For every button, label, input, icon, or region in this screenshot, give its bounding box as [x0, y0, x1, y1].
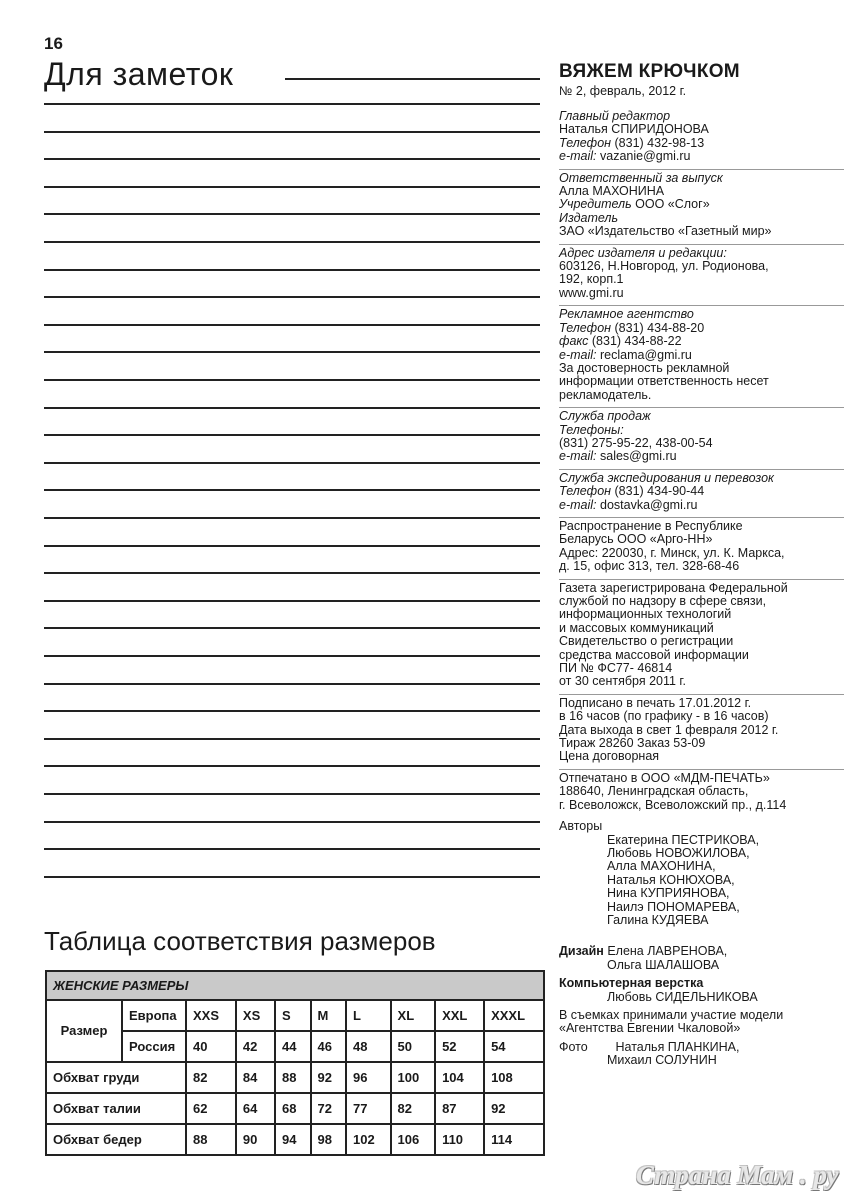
designer-name: Елена ЛАВРЕНОВА, [607, 944, 728, 959]
note-line [44, 876, 540, 878]
masthead-line-value: ООО «Слог» [631, 197, 710, 212]
row-label: Обхват бедер [46, 1124, 186, 1155]
note-line [285, 78, 540, 80]
masthead-line: и массовых коммуникаций [559, 620, 714, 635]
models-block [559, 1009, 844, 1038]
table-cell: 102 [346, 1124, 391, 1155]
masthead-line [559, 349, 844, 362]
masthead-line-label: Учредитель [559, 197, 632, 212]
masthead-line: Ответственный за выпуск [559, 170, 723, 185]
photo-block [559, 1041, 844, 1070]
size-table-header: ЖЕНСКИЕ РАЗМЕРЫ [46, 971, 544, 1000]
note-line [44, 655, 540, 657]
masthead-line-label: e-mail: [559, 347, 597, 362]
note-line [44, 627, 540, 629]
layout-name: Любовь СИДЕЛЬНИКОВА [607, 989, 758, 1004]
table-cell: 108 [484, 1062, 544, 1093]
table-cell: 96 [346, 1062, 391, 1093]
masthead-line-label: факс [559, 334, 589, 349]
masthead-line [559, 499, 844, 512]
masthead-line: Цена договорная [559, 749, 660, 764]
masthead-line: Беларусь ООО «Арго-НН» [559, 532, 713, 547]
design-block [559, 945, 844, 974]
masthead-info [559, 110, 844, 1073]
masthead-line: 192, корп.1 [559, 272, 624, 287]
note-line [44, 407, 540, 409]
masthead-block [559, 694, 844, 766]
table-cell: 92 [484, 1093, 544, 1124]
masthead-line [559, 322, 844, 335]
masthead-line-label: e-mail: [559, 149, 597, 164]
masthead-line: 188640, Ленинградская область, [559, 784, 749, 799]
masthead-line [559, 150, 844, 163]
table-cell: 94 [275, 1124, 311, 1155]
row-label: Обхват талии [46, 1093, 186, 1124]
design-label: Дизайн [559, 944, 604, 959]
masthead-line-label: e-mail: [559, 449, 597, 464]
note-line [44, 131, 540, 133]
note-line [44, 462, 540, 464]
photo-label: Фото [559, 1039, 588, 1054]
note-line [44, 517, 540, 519]
photographer-name: Михаил СОЛУНИН [607, 1053, 717, 1068]
europe-size: S [275, 1000, 311, 1031]
masthead-line: информации ответственность несет [559, 374, 769, 389]
masthead-line: рекламодатель. [559, 387, 652, 402]
masthead-line: Распространение в Республике [559, 518, 743, 533]
masthead-line-value: reclama@gmi.ru [596, 347, 692, 362]
masthead-line: Издатель [559, 210, 619, 225]
masthead-line: ПИ № ФС77- 46814 [559, 661, 673, 676]
masthead-line: Тираж 28260 Заказ 53-09 [559, 736, 706, 751]
models-text: В съемках принимали участие модели [559, 1007, 784, 1022]
note-line [44, 103, 540, 105]
masthead-line-label: Телефон [559, 320, 612, 335]
note-line [44, 600, 540, 602]
masthead-line: средства массовой информации [559, 647, 749, 662]
masthead-line: www.gmi.ru [559, 285, 624, 300]
masthead-line-value: vazanie@gmi.ru [596, 149, 691, 164]
masthead-line: Служба экспедирования и перевозок [559, 470, 774, 485]
table-cell: 106 [391, 1124, 436, 1155]
table-cell: 110 [435, 1124, 484, 1155]
table-cell: 98 [311, 1124, 347, 1155]
russia-label: Россия [122, 1031, 186, 1062]
russia-size: 44 [275, 1031, 311, 1062]
table-cell: 88 [186, 1124, 236, 1155]
masthead-line-value: dostavka@gmi.ru [596, 497, 698, 512]
masthead-line-label: Телефон [559, 135, 612, 150]
table-cell: 90 [236, 1124, 275, 1155]
table-cell: 82 [186, 1062, 236, 1093]
masthead-line: д. 15, офис 313, тел. 328-68-46 [559, 559, 740, 574]
table-row [46, 1093, 544, 1124]
masthead-line [559, 335, 844, 348]
russia-size: 50 [391, 1031, 436, 1062]
masthead-line: Главный редактор [559, 109, 671, 123]
masthead-block [559, 169, 844, 241]
author-name: Екатерина ПЕСТРИКОВА, [607, 832, 760, 847]
masthead-line: Отпечатано в ООО «МДМ-ПЕЧАТЬ» [559, 770, 770, 785]
author-name: Алла МАХОНИНА, [607, 859, 716, 874]
table-row [46, 1062, 544, 1093]
masthead-line: Дата выхода в свет 1 февраля 2012 г. [559, 722, 779, 737]
europe-label: Европа [122, 1000, 186, 1031]
masthead-line: в 16 часов (по графику - в 16 часов) [559, 709, 769, 724]
russia-size: 46 [311, 1031, 347, 1062]
authors-block [559, 820, 844, 929]
masthead-line-value: (831) 434-90-44 [611, 484, 705, 499]
note-line [44, 379, 540, 381]
europe-size: XXL [435, 1000, 484, 1031]
masthead-line: Свидетельство о регистрации [559, 634, 734, 649]
table-cell: 114 [484, 1124, 544, 1155]
masthead-line [559, 137, 844, 150]
author-name: Любовь НОВОЖИЛОВА, [607, 845, 750, 860]
size-label: Размер [46, 1000, 122, 1062]
row-label: Обхват груди [46, 1062, 186, 1093]
russia-size: 54 [484, 1031, 544, 1062]
note-line [44, 545, 540, 547]
size-table [45, 970, 545, 1156]
note-line [44, 158, 540, 160]
table-cell: 64 [236, 1093, 275, 1124]
table-cell: 104 [435, 1062, 484, 1093]
notes-title: Для заметок [44, 56, 234, 92]
europe-size: M [311, 1000, 347, 1031]
masthead-line [559, 450, 844, 463]
europe-size: L [346, 1000, 391, 1031]
layout-label: Компьютерная верстка [559, 976, 704, 991]
note-line [44, 186, 540, 188]
note-line [44, 738, 540, 740]
europe-size: XXXL [484, 1000, 544, 1031]
masthead-line: от 30 сентября 2011 г. [559, 674, 686, 689]
masthead-line: (831) 275-95-22, 438-00-54 [559, 435, 713, 450]
layout-block [559, 977, 844, 1006]
masthead-line-label: Телефон [559, 484, 612, 499]
masthead-line: Рекламное агентство [559, 307, 694, 322]
issue-info: № 2, февраль, 2012 г. [559, 84, 687, 98]
note-line [44, 572, 540, 574]
masthead-line: г. Всеволожск, Всеволожский пр., д.114 [559, 797, 787, 812]
watermark-logo: Страна Мам . ру [636, 1160, 839, 1190]
masthead-line: информационных технологий [559, 607, 732, 622]
masthead-line: Адрес издателя и редакции: [559, 245, 727, 260]
masthead-line [559, 485, 844, 498]
note-line [44, 324, 540, 326]
authors-label: Авторы [559, 819, 603, 834]
masthead-block [559, 769, 844, 814]
masthead-block [559, 407, 844, 466]
masthead-line [559, 198, 844, 211]
note-line [44, 296, 540, 298]
masthead-block [559, 579, 844, 691]
note-line [44, 241, 540, 243]
russia-size: 48 [346, 1031, 391, 1062]
note-line [44, 765, 540, 767]
table-cell: 82 [391, 1093, 436, 1124]
masthead-line: Наталья СПИРИДОНОВА [559, 122, 709, 137]
masthead-line: ЗАО «Издательство «Газетный мир» [559, 224, 772, 239]
models-text: «Агентства Евгении Чкаловой» [559, 1021, 741, 1036]
masthead-line: Телефоны: [559, 422, 624, 437]
europe-size: XS [236, 1000, 275, 1031]
author-name: Наталья КОНЮХОВА, [607, 872, 735, 887]
masthead-line-value: (831) 434-88-20 [611, 320, 705, 335]
table-row [46, 1124, 544, 1155]
photographer-name: Наталья ПЛАНКИНА, [615, 1039, 740, 1054]
page-number: 16 [44, 34, 63, 53]
table-cell: 92 [311, 1062, 347, 1093]
author-name: Наилэ ПОНОМАРЕВА, [607, 899, 740, 914]
author-name: Нина КУПРИЯНОВА, [607, 886, 730, 901]
note-line [44, 710, 540, 712]
europe-size: XXS [186, 1000, 236, 1031]
europe-size: XL [391, 1000, 436, 1031]
masthead-line: Адрес: 220030, г. Минск, ул. К. Маркса, [559, 545, 785, 560]
note-line [44, 683, 540, 685]
note-line [44, 848, 540, 850]
masthead-line: Алла МАХОНИНА [559, 184, 665, 199]
table-cell: 88 [275, 1062, 311, 1093]
note-line [44, 351, 540, 353]
magazine-title: ВЯЖЕМ КРЮЧКОМ [559, 61, 740, 82]
table-cell: 100 [391, 1062, 436, 1093]
note-line [44, 434, 540, 436]
masthead-block [559, 469, 844, 514]
masthead-line: За достоверность рекламной [559, 360, 730, 375]
masthead-line-label: e-mail: [559, 497, 597, 512]
russia-size: 40 [186, 1031, 236, 1062]
masthead-line-value: (831) 432-98-13 [611, 135, 705, 150]
size-table-title: Таблица соответствия размеров [44, 926, 436, 956]
masthead-line-value: sales@gmi.ru [596, 449, 677, 464]
masthead-block [559, 110, 844, 166]
masthead-block [559, 517, 844, 576]
note-line [44, 213, 540, 215]
masthead-line: Служба продаж [559, 409, 651, 424]
masthead-block [559, 305, 844, 404]
note-line [44, 793, 540, 795]
table-cell: 87 [435, 1093, 484, 1124]
masthead-line: службой по надзору в сфере связи, [559, 594, 767, 608]
masthead-line: Подписано в печать 17.01.2012 г. [559, 695, 752, 710]
masthead-line: Газета зарегистрирована Федеральной [559, 580, 788, 595]
table-cell: 77 [346, 1093, 391, 1124]
author-name: Галина КУДЯЕВА [607, 912, 709, 927]
note-line [44, 269, 540, 271]
designer-name: Ольга ШАЛАШОВА [607, 957, 720, 972]
russia-size: 42 [236, 1031, 275, 1062]
table-cell: 84 [236, 1062, 275, 1093]
note-line [44, 489, 540, 491]
masthead-block [559, 244, 844, 303]
table-cell: 62 [186, 1093, 236, 1124]
table-cell: 68 [275, 1093, 311, 1124]
masthead-line: 603126, Н.Новгород, ул. Родионова, [559, 259, 769, 274]
russia-size: 52 [435, 1031, 484, 1062]
note-line [44, 821, 540, 823]
table-cell: 72 [311, 1093, 347, 1124]
masthead-line-value: (831) 434-88-22 [588, 334, 682, 349]
